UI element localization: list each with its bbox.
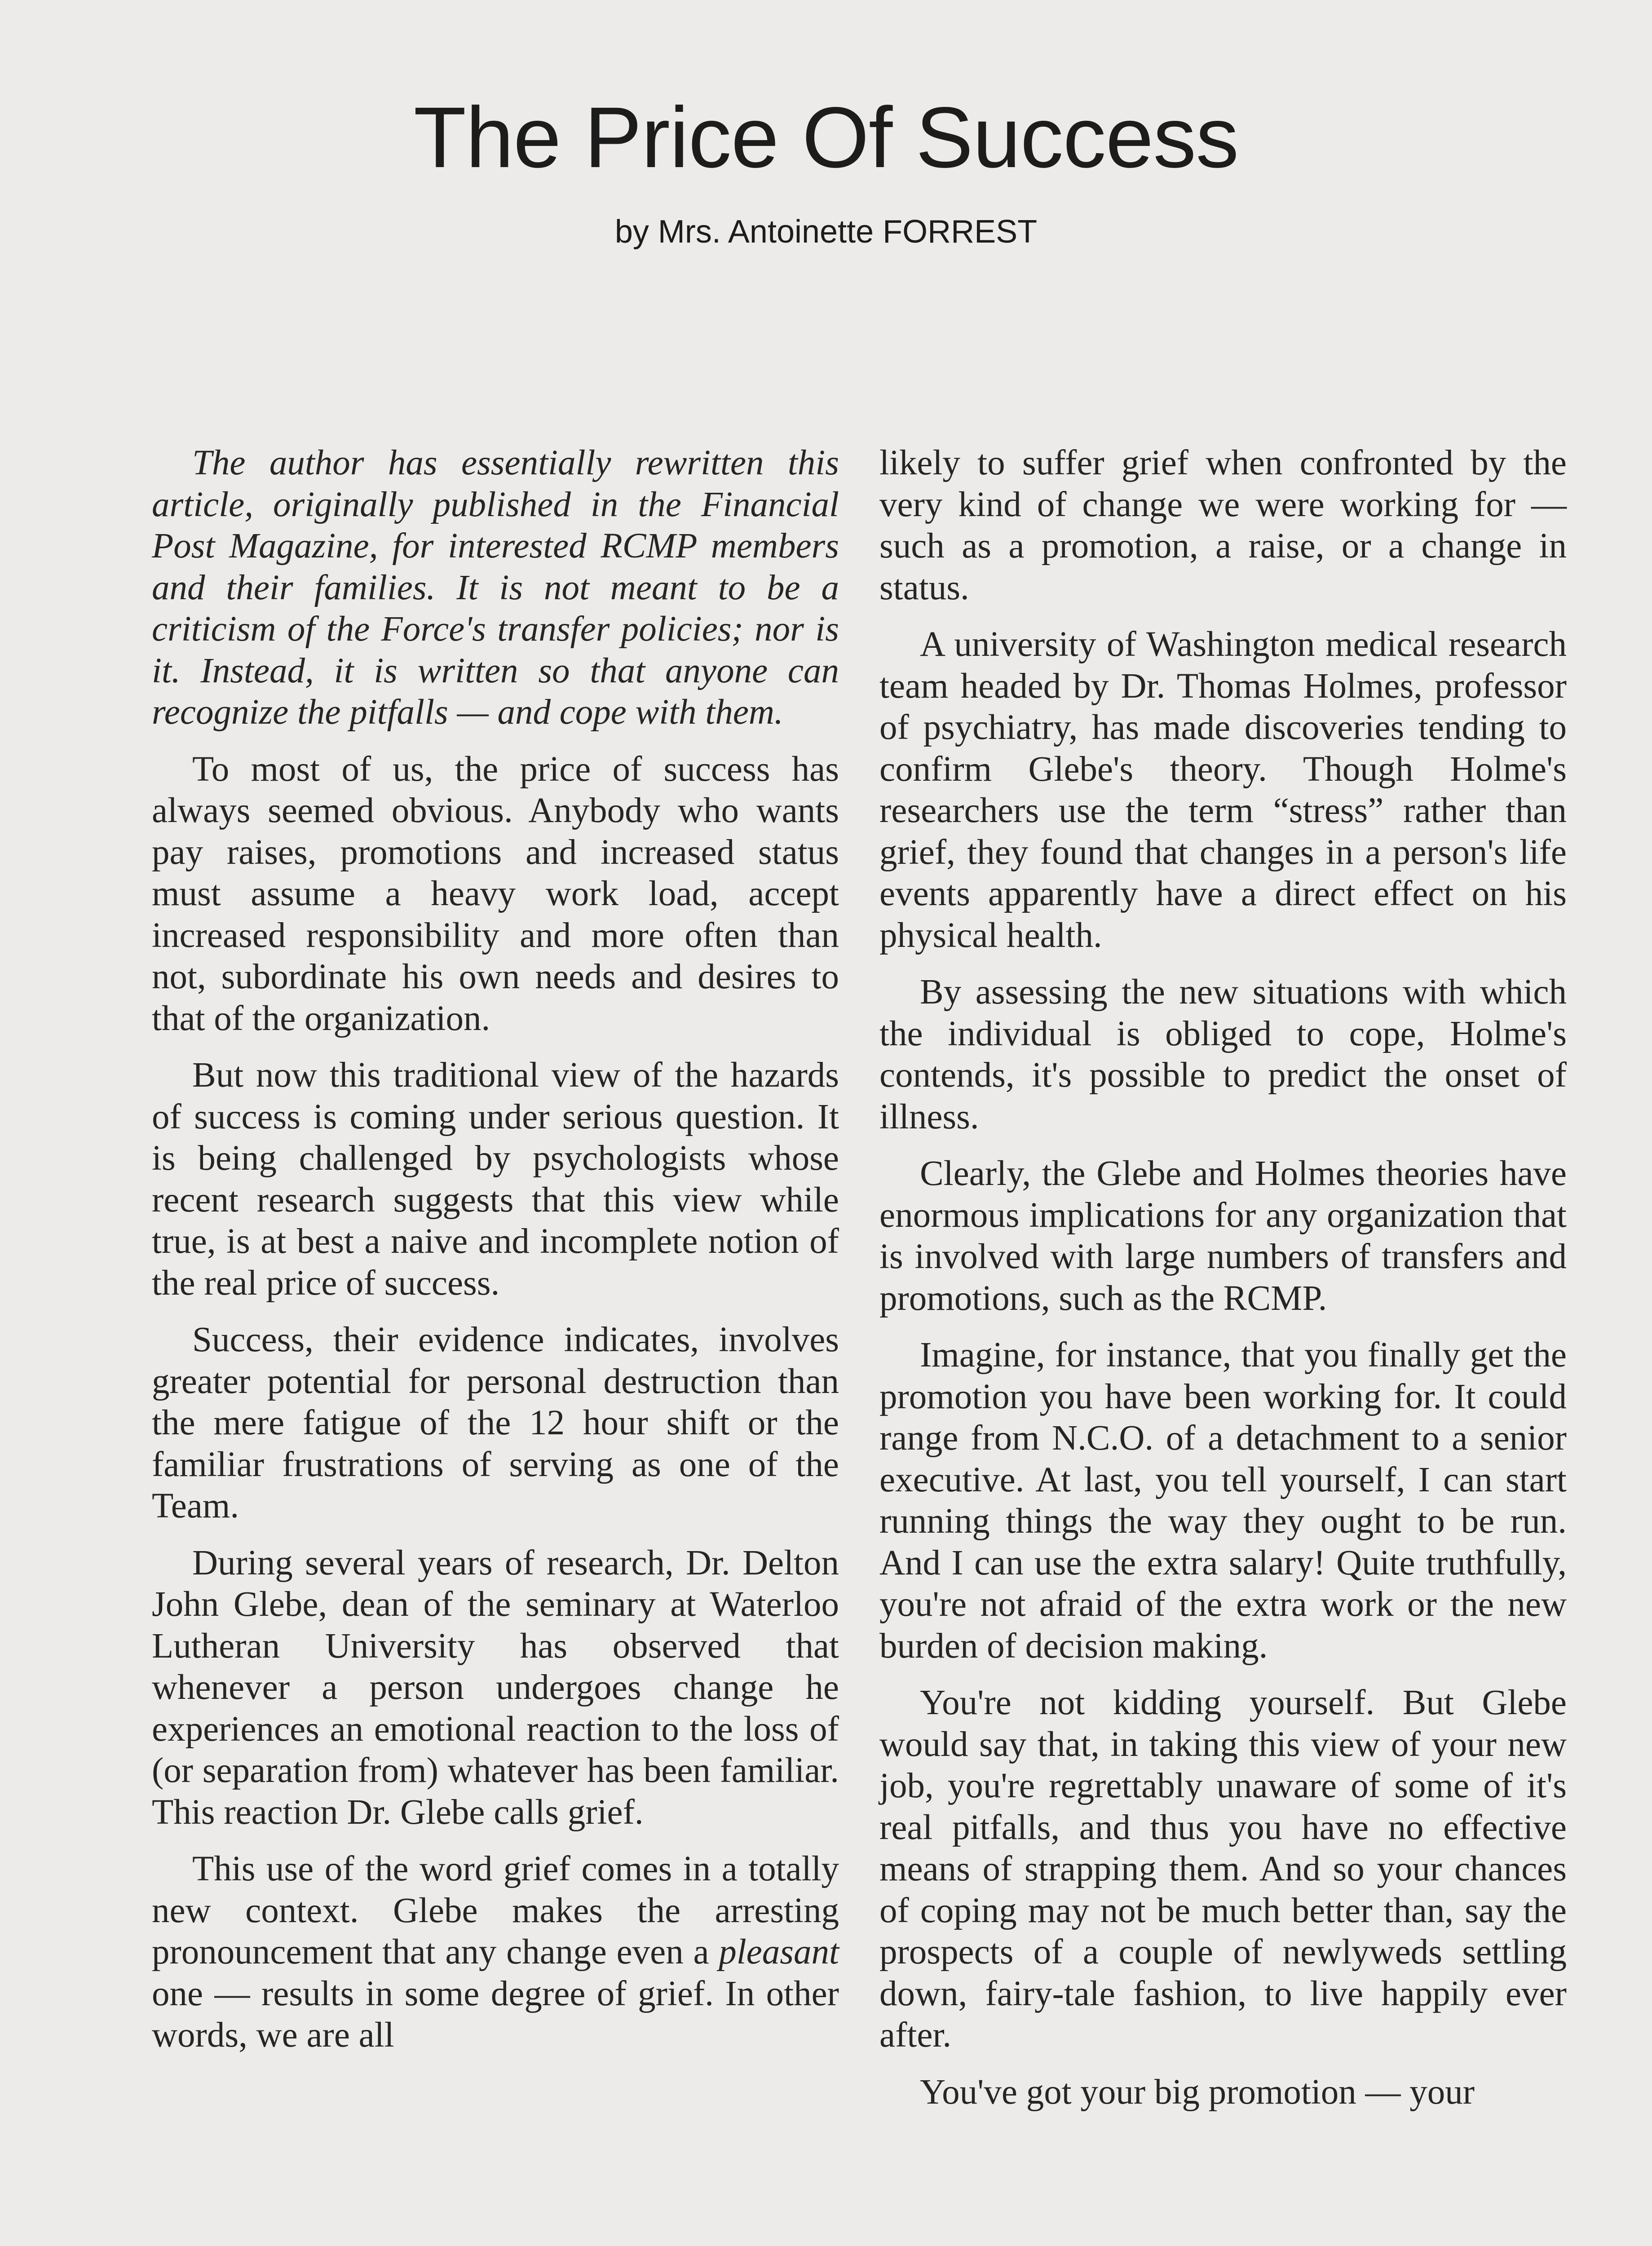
body-paragraph: By assessing the new situations with which the individual is obliged to cope, Holme's contends, it's possible to predict the onset of illness. xyxy=(879,973,1567,1136)
body-paragraph: But now this traditional view of the hazards of success is coming under serious question. It is being challenged by psychologists whose recent research suggests that this view while true, is at best a naive and incomplete notion of the real price of success. xyxy=(152,1056,839,1303)
text-run: This use of the word grief comes in a totally new context. Glebe makes the arresting pronouncement that any change even a xyxy=(152,1849,839,1972)
body-paragraph: Imagine, for instance, that you finally get the promotion you have been working for. It could range from N.C.O. of a detachment to a senior executive. At last, you tell yourself, I can start running things the way they ought to be run. And I can use the extra salary! Quite truthfully, you're not afraid of the extra work or the new burden of decision making. xyxy=(879,1335,1567,1666)
body-paragraph: Clearly, the Glebe and Holmes theories have enormous implications for any organization that is involved with large numbers of transfers and promotions, such as the RCMP. xyxy=(879,1154,1567,1318)
right-column xyxy=(879,442,1567,2128)
article-byline: by Mrs. Antoinette FORREST xyxy=(614,214,1038,250)
body-paragraph: Success, their evidence indicates, involves greater potential for personal destruction than the mere fatigue of the 12 hour shift or the familiar frustrations of serving as one of the Team. xyxy=(152,1320,839,1525)
editor-intro: The author has essentially rewritten this article, originally published in the Financial Post Magazine, for interested RCMP members and their families. It is not meant to be a criticism of the Force's transfer policies; nor is it. Instead, it is written so that anyone can recognize the pitfalls — and cope with them. xyxy=(152,443,839,732)
body-paragraph-continued: likely to suffer grief when confronted by the very kind of change we were working for — such as a promotion, a raise, or a change in status. xyxy=(879,443,1567,607)
left-column xyxy=(152,442,839,2072)
body-paragraph: You've got your big promotion — your xyxy=(920,2072,1475,2112)
text-run: one — results in some degree of grief. In other words, we are all xyxy=(152,1974,839,2055)
emphasis-text: pleasant xyxy=(719,1932,839,1972)
body-paragraph: You're not kidding yourself. But Glebe would say that, in taking this view of your new job, you're regrettably unaware of some of it's real pitfalls, and thus you have no effective means of strapping them. And so your chances of coping may not be much better than, say the prospects of a couple of newlyweds settling down, fairy-tale fashion, to live happily ever after. xyxy=(879,1683,1567,2055)
body-paragraph xyxy=(152,1848,839,2056)
body-paragraph: During several years of research, Dr. Delton John Glebe, dean of the seminary at Waterloo Lutheran University has observed that whenever a person undergoes change he experiences an emotional reaction to the loss of (or separation from) whatever has been familiar. This reaction Dr. Glebe calls grief. xyxy=(152,1543,839,1832)
article-title: The Price Of Success xyxy=(413,89,1239,186)
body-paragraph: A university of Washington medical research team headed by Dr. Thomas Holmes, professor of psychiatry, has made discoveries tending to confirm Glebe's theory. Though Holme's researchers use the term “stress” rather than grief, they found that changes in a person's life events apparently have a direct effect on his physical health. xyxy=(879,625,1567,955)
body-paragraph: To most of us, the price of success has always seemed obvious. Anybody who wants pay raises, promotions and increased status must assume a heavy work load, accept increased responsibility and more often than not, subordinate his own needs and desires to that of the organization. xyxy=(152,749,839,1038)
